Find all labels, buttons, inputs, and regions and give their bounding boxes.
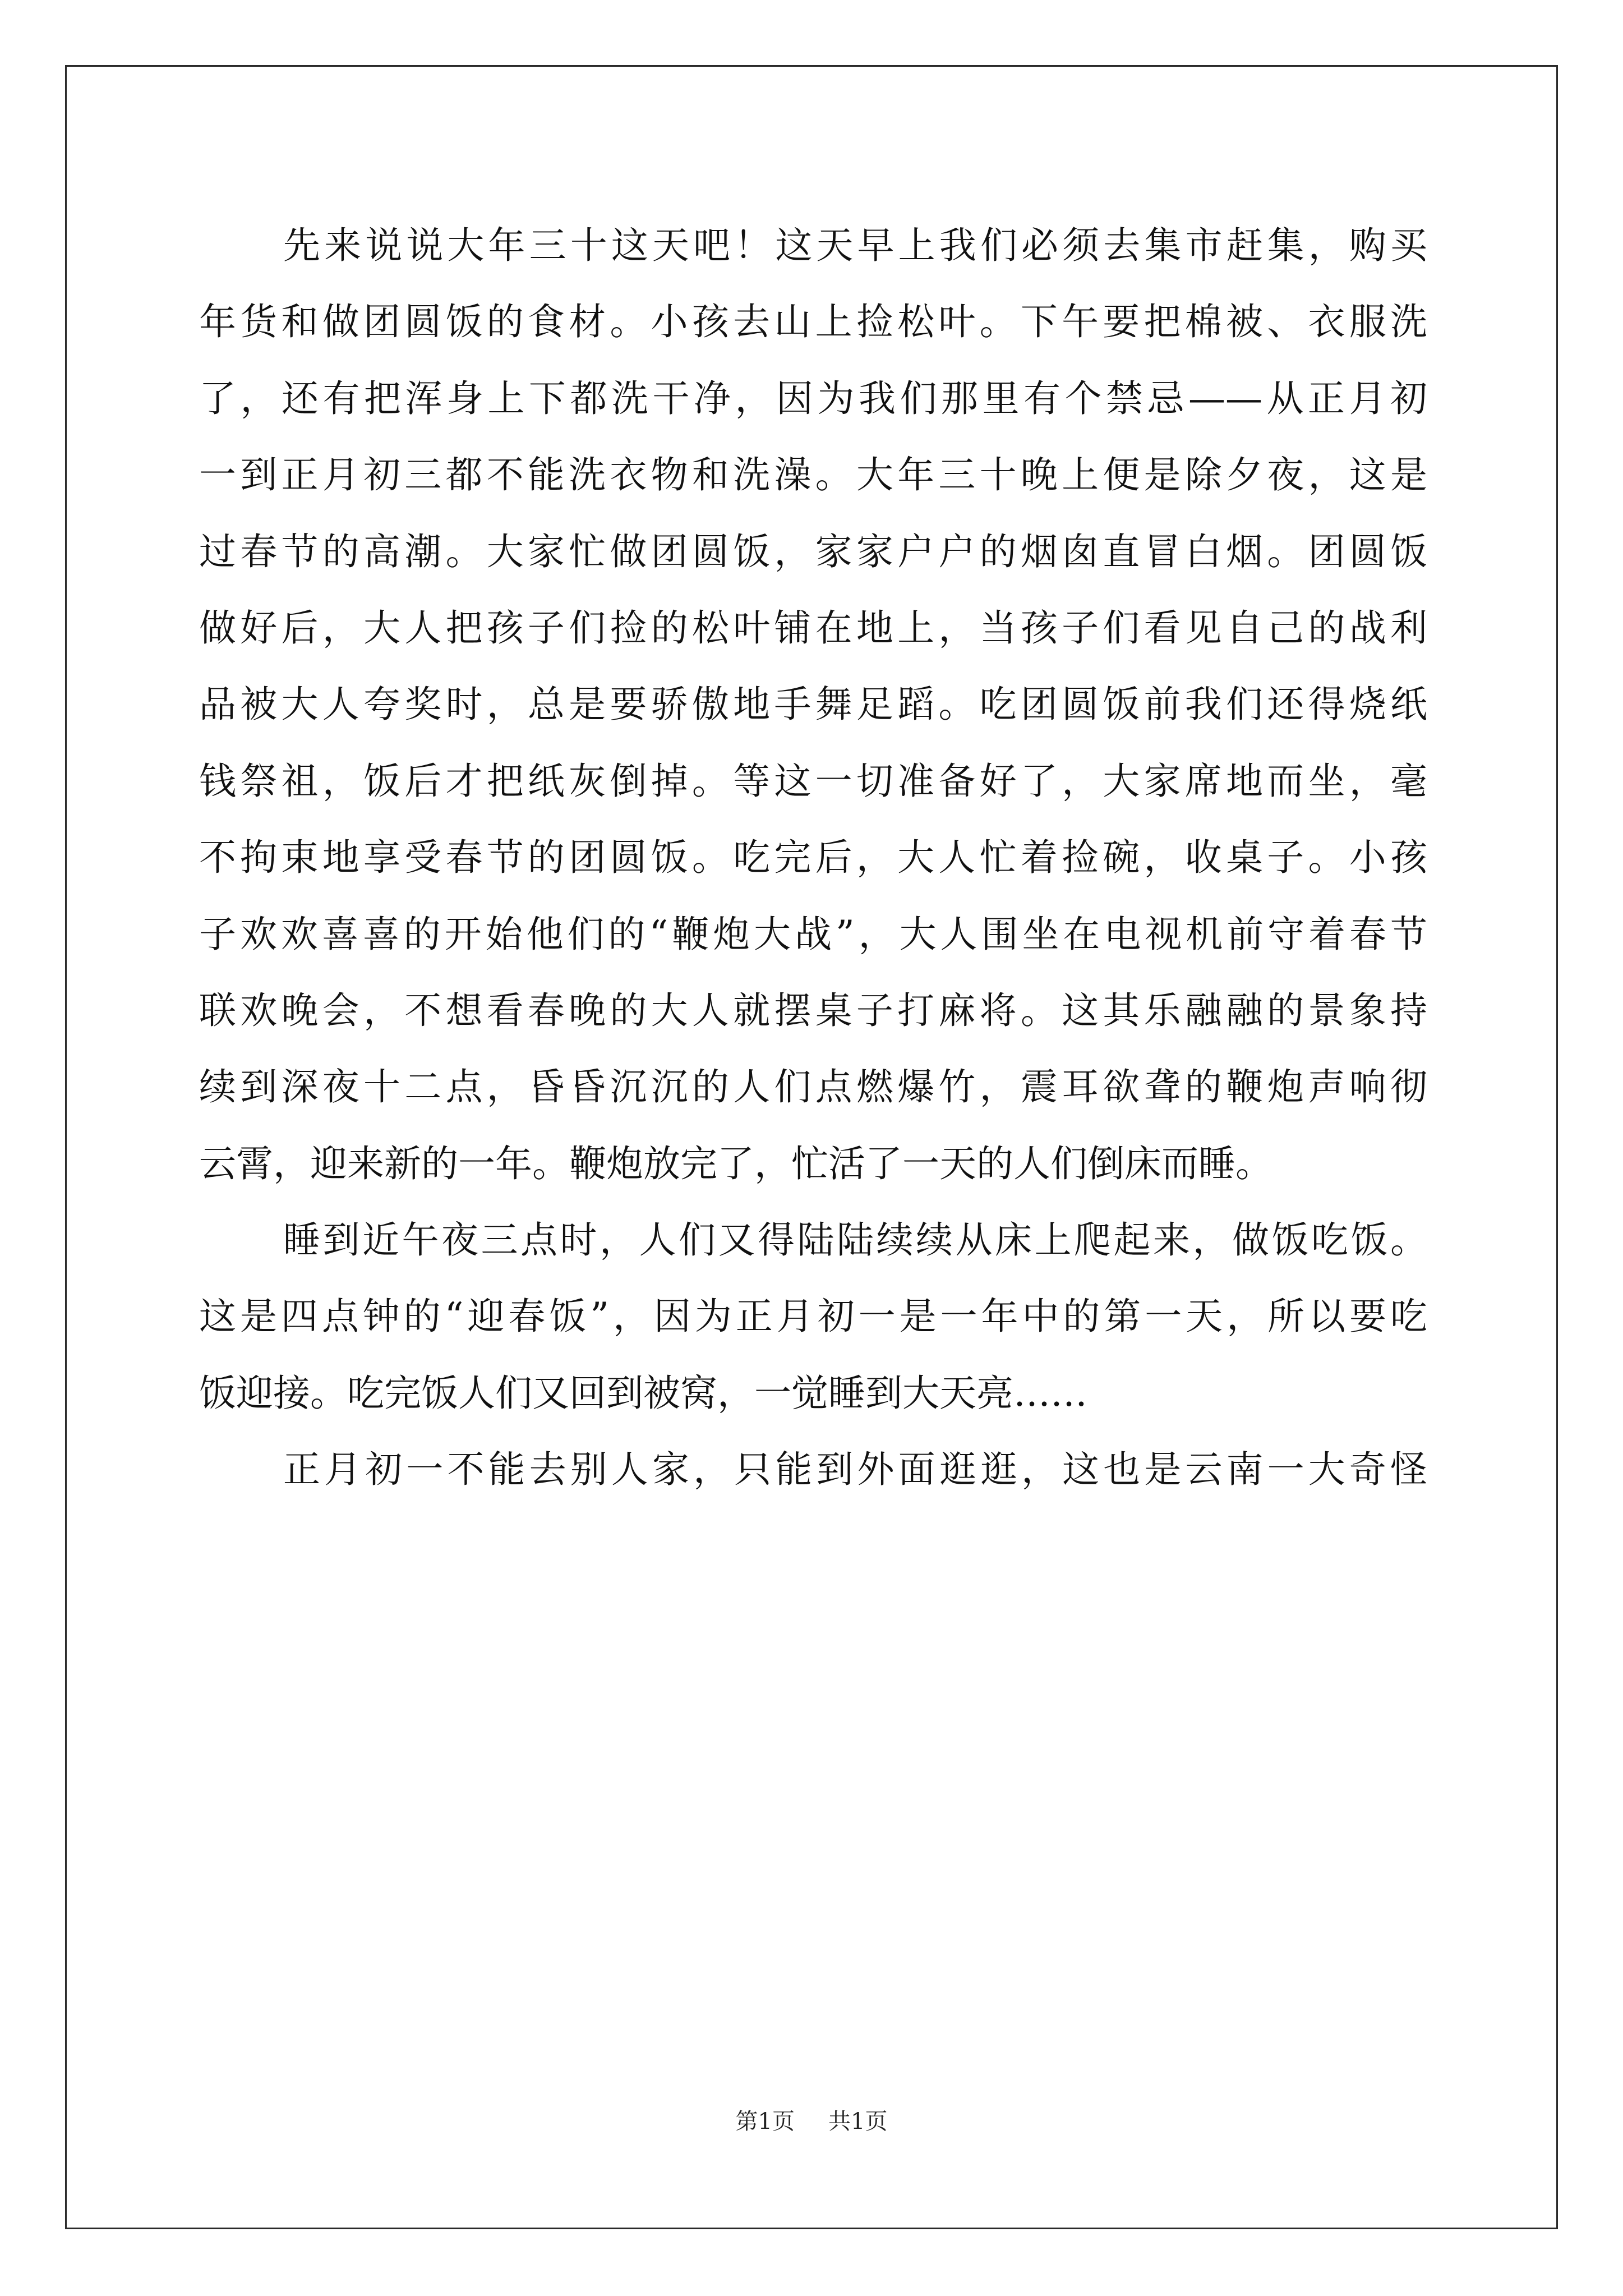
paragraph-1-line-9: 不拘束地享受春节的团圆饭。吃完后，大人忙着捡碗，收桌子。小孩 [199, 836, 1427, 880]
paragraph-1-line-10: 子欢欢喜喜的开始他们的“鞭炮大战”，大人围坐在电视机前守着春节 [199, 912, 1427, 956]
paragraph-1-line-1: 先来说说大年三十这天吧！这天早上我们必须去集市赶集，购买 [283, 224, 1427, 267]
paragraph-1-line-13: 云霄，迎来新的一年。鞭炮放完了，忙活了一天的人们倒床而睡。 [199, 1142, 1272, 1185]
paragraph-1-line-5: 过春节的高潮。大家忙做团圆饭，家家户户的烟囱直冒白烟。团圆饭 [199, 530, 1427, 573]
paragraph-1-line-6: 做好后，大人把孩子们捡的松叶铺在地上，当孩子们看见自己的战利 [199, 606, 1427, 650]
page-number: 第1页 [735, 2109, 795, 2134]
paragraph-1-line-2: 年货和做团圆饭的食材。小孩去山上捡松叶。下午要把棉被、衣服洗 [199, 300, 1427, 344]
paragraph-3-line-1: 正月初一不能去别人家，只能到外面逛逛，这也是云南一大奇怪 [283, 1448, 1427, 1492]
paragraph-1-line-3: 了，还有把浑身上下都洗干净，因为我们那里有个禁忌——从正月初 [199, 376, 1427, 420]
paragraph-1-line-11: 联欢晚会，不想看春晚的大人就摆桌子打麻将。这其乐融融的景象持 [199, 988, 1427, 1032]
page-footer [0, 2104, 1623, 2136]
paragraph-1-line-4: 一到正月初三都不能洗衣物和洗澡。大年三十晚上便是除夕夜，这是 [199, 453, 1427, 497]
page-total: 共1页 [828, 2109, 888, 2134]
paragraph-2-line-1: 睡到近午夜三点时，人们又得陆陆续续从床上爬起来，做饭吃饭。 [283, 1218, 1427, 1262]
paragraph-2-line-2: 这是四点钟的“迎春饭”，因为正月初一是一年中的第一天，所以要吃 [199, 1295, 1427, 1338]
paragraph-2-line-3: 饭迎接。吃完饭人们又回到被窝，一觉睡到大天亮…… [199, 1371, 1087, 1415]
paragraph-1-line-12: 续到深夜十二点，昏昏沉沉的人们点燃爆竹，震耳欲聋的鞭炮声响彻 [199, 1065, 1427, 1109]
document-body [199, 208, 1427, 1508]
paragraph-1-line-8: 钱祭祖，饭后才把纸灰倒掉。等这一切准备好了，大家席地而坐，毫 [199, 759, 1427, 803]
paragraph-1-line-7: 品被大人夸奖时，总是要骄傲地手舞足蹈。吃团圆饭前我们还得烧纸 [199, 683, 1427, 726]
